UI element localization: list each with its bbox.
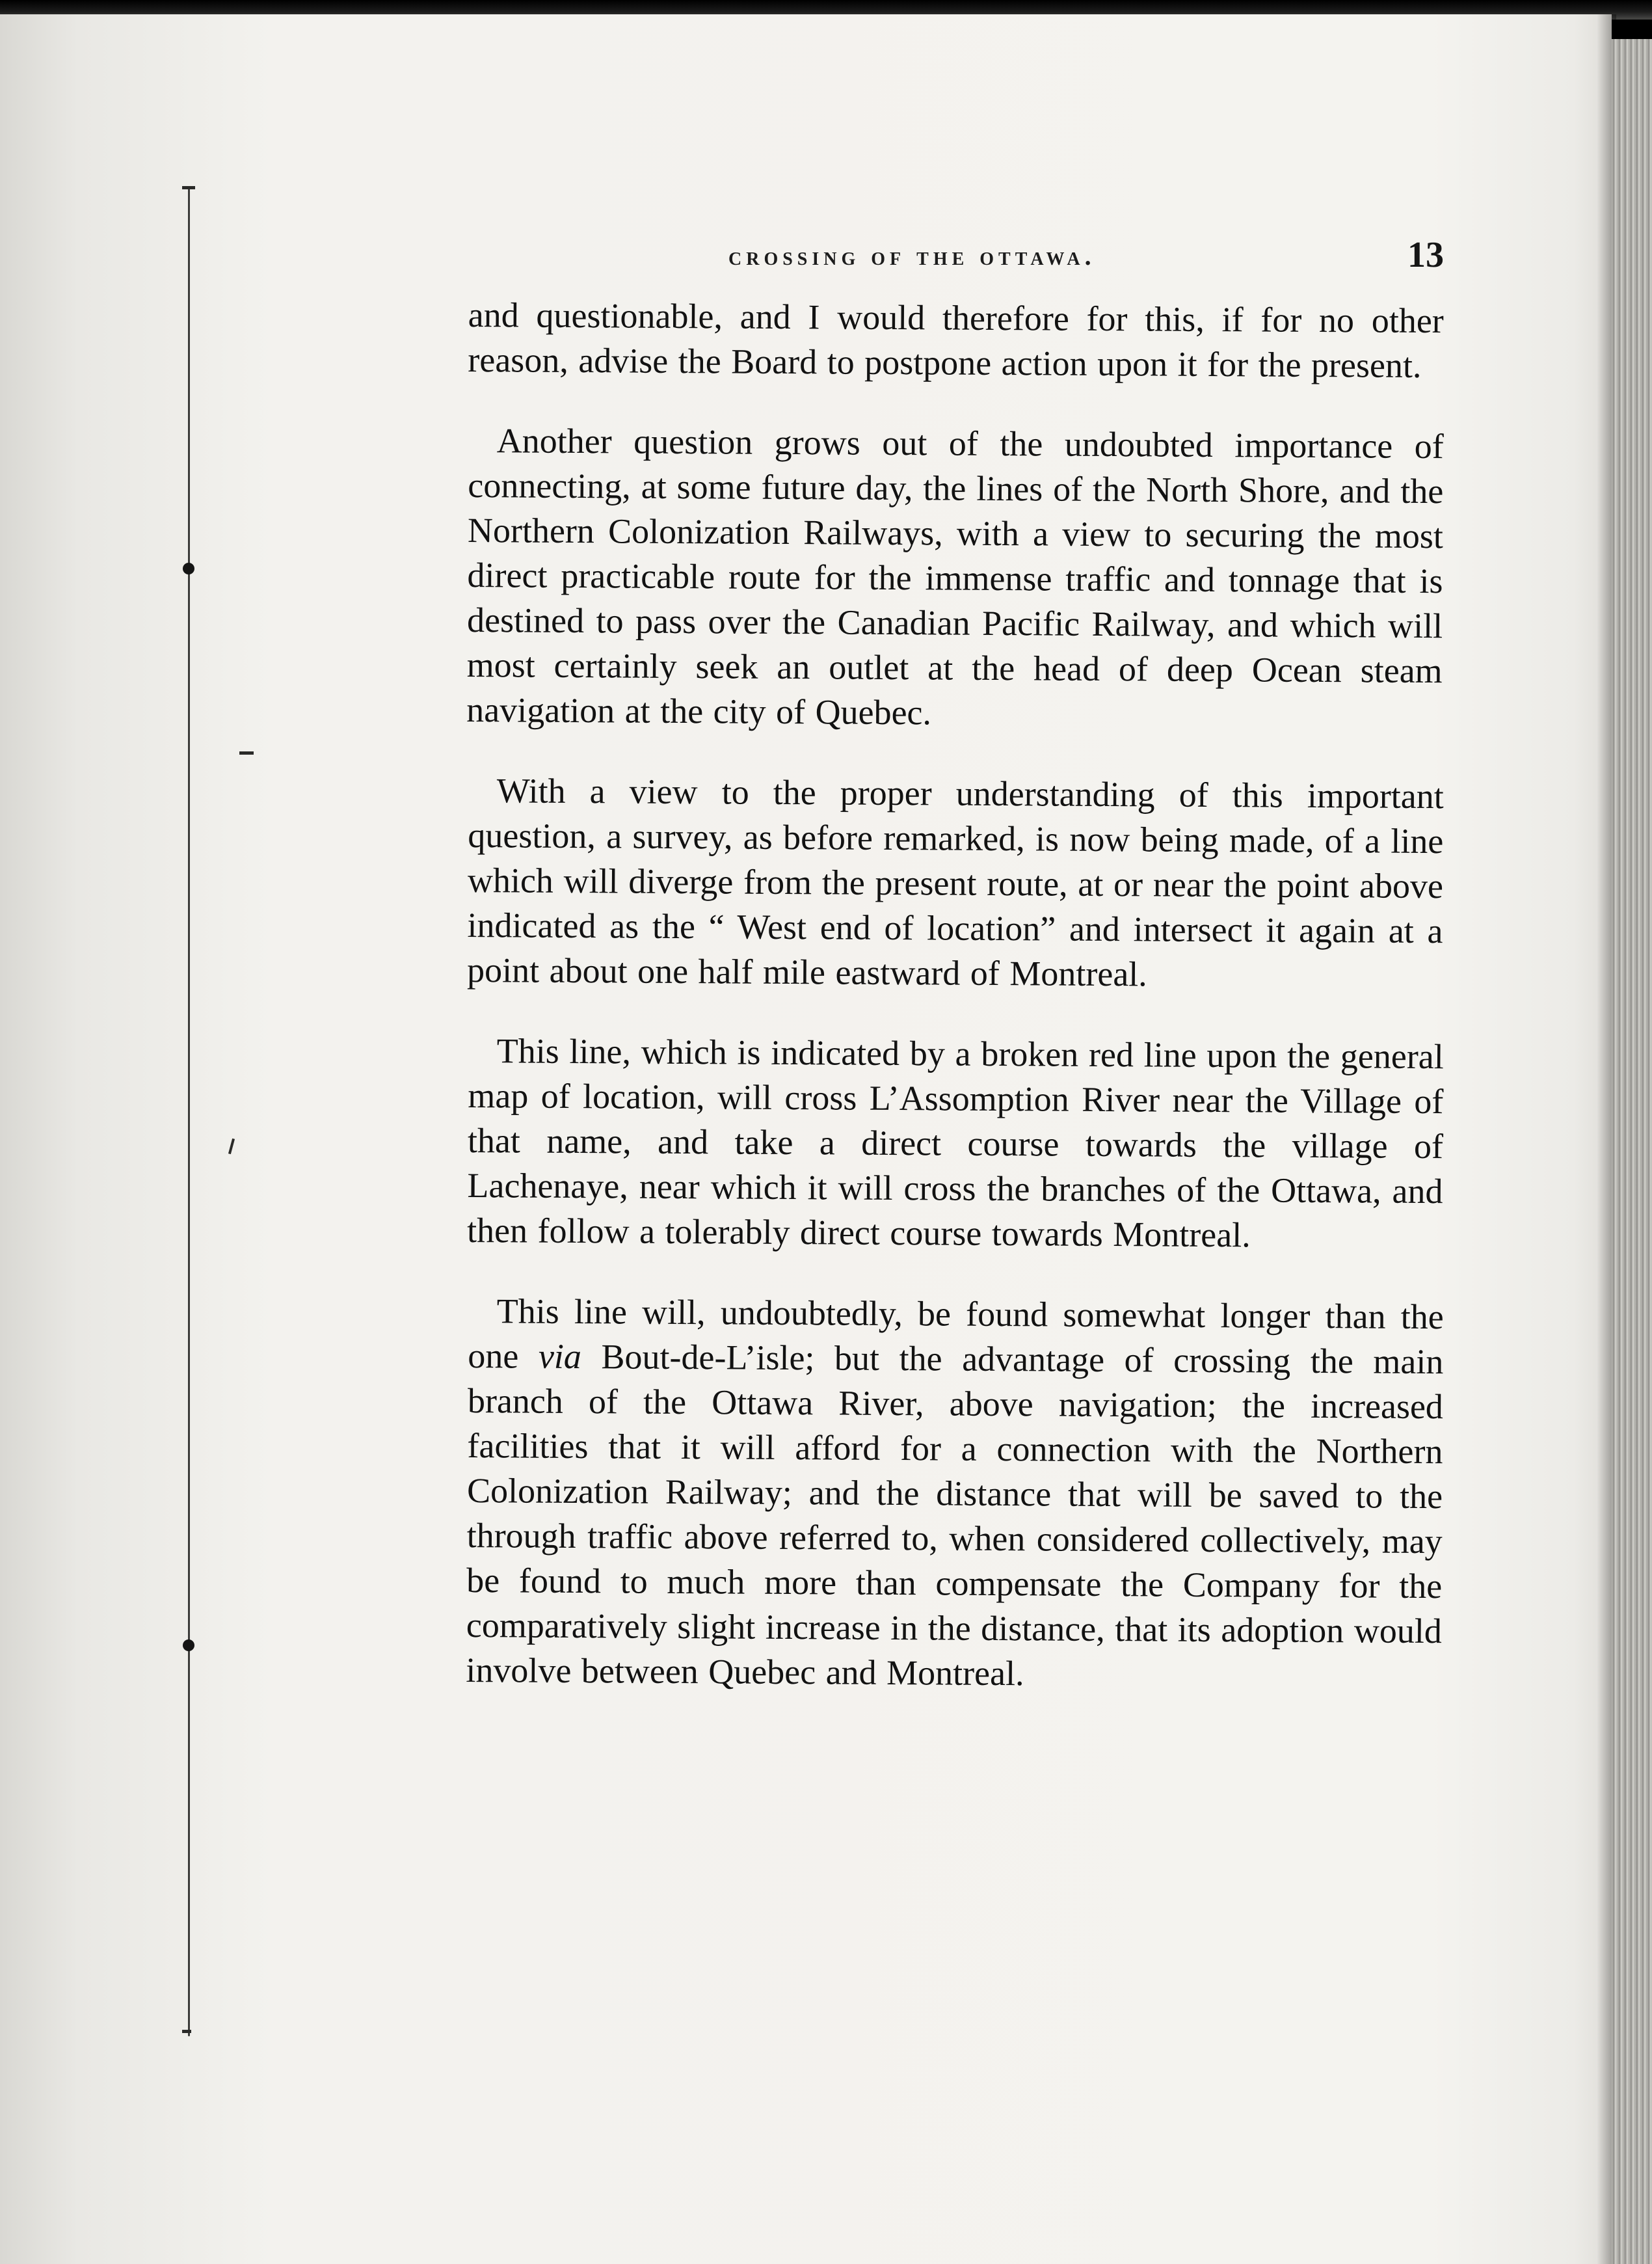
paragraph-3: With a view to the proper understanding of this important question, a survey, as before remarked, is now being made, of a line which will diverge from the present route, at or near the point above indicated as the “ West end of location” and intersect it again at a point about one half mile eastward of Montreal.	[466, 771, 1444, 994]
page-edges-stack	[1612, 39, 1652, 2264]
paragraph-5	[466, 1289, 1444, 1699]
paragraph-5-italic: via	[538, 1336, 582, 1377]
paragraph-1: and questionable, and I would therefore for this, if for no other reason, advise the Board to postpone action upon it for the present.	[468, 295, 1444, 385]
running-title: crossing of the ottawa.	[728, 241, 1096, 271]
running-head	[468, 235, 1444, 293]
thread-knot-lower	[183, 1639, 194, 1651]
paragraph-5-end: Bout-de-L’isle; but the advantage of crossing the main branch of the Ottawa River, above navigation; the increased facilities that it will afford for a connection with the Northern Colonization Railway; and the distance that will be saved to the through traffic above referred to, when considered collectively, may be found to much more than compensate the Company for the comparatively slight increase in the distance, that its adoption would involve between Quebec and Montreal.	[466, 1337, 1444, 1693]
text-column	[466, 235, 1444, 1729]
paragraph-4: This line, which is indicated by a broken red line upon the general map of location, will cross L’Assomption River near the Village of that name, and take a direct course towards the village of Lachenaye, near which it will cross the branches of the Ottawa, and then follow a tolerably direct course towards Montreal.	[466, 1031, 1444, 1255]
paragraph-2: Another question grows out of the undoubted importance of connecting, at some future day, the lines of the North Shore, and the Northern Colonization Railways, with a view to securing the most direct practicable route for the immense traffic and tonnage that is destined to pass over the Canadian Pacific Railway, and which will most certainly seek an outlet at the head of deep Ocean steam navigation at the city of Quebec.	[466, 421, 1444, 733]
thread-top-hook	[182, 186, 195, 189]
thread-knot-upper	[183, 563, 194, 574]
thread-bottom-hook	[182, 2030, 191, 2033]
margin-mark-1	[239, 751, 254, 755]
thread-line	[188, 189, 190, 2036]
binding-thread	[182, 189, 195, 2036]
paragraph-5-start: This line will, undoubtedly, be found somewhat longer than the one	[468, 1291, 1444, 1376]
page-number: 13	[1407, 235, 1444, 275]
